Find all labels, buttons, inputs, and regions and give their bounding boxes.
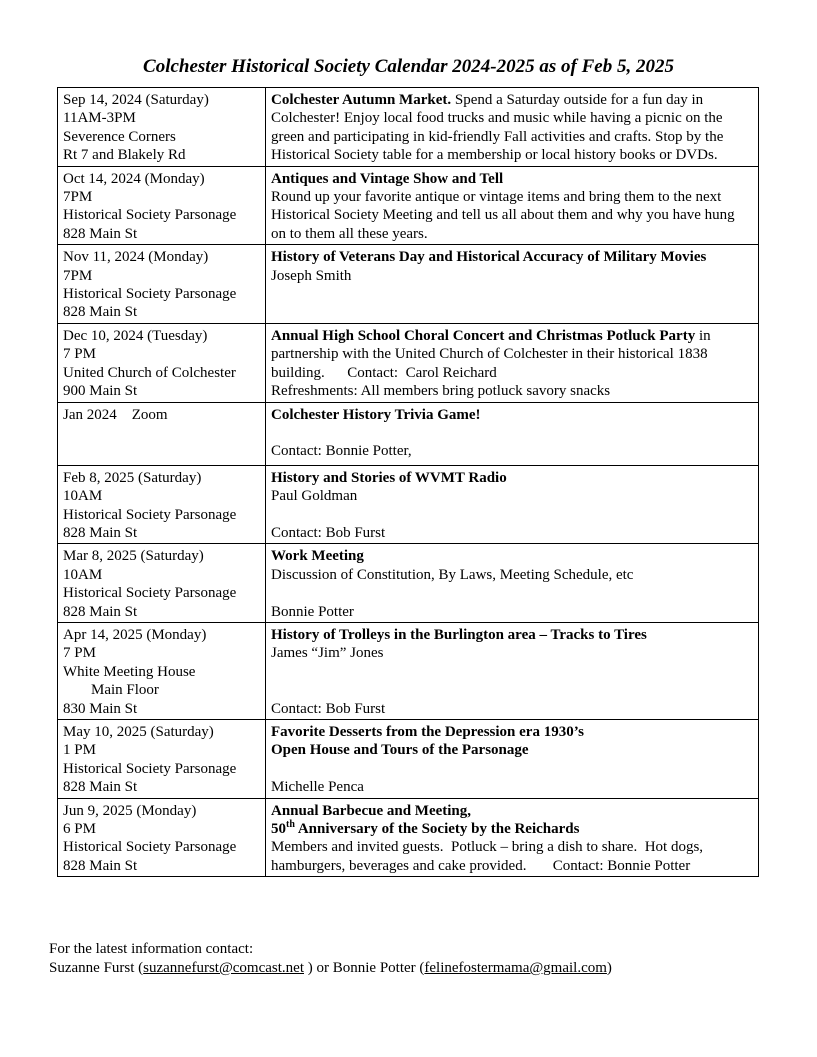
event-when-where <box>58 719 266 798</box>
event-when-where <box>58 245 266 324</box>
event-time: 7PM <box>63 267 93 284</box>
anniversary-text: Anniversary of the Society by the Reichards <box>294 821 580 838</box>
event-when-where <box>58 622 266 719</box>
event-address: 828 Main St <box>63 857 138 874</box>
event-details <box>266 88 759 167</box>
event-body: Spend a Saturday outside for a fun day in Colchester! Enjoy local food trucks and music while having a picnic on the green and participating in kid-friendly Fall activities and crafts. Stop by the Historical Society table for a membership or local history books or DVDs. <box>271 92 724 164</box>
event-headline: History of Veterans Day and Historical Accuracy of Military Movies <box>271 249 707 266</box>
spacer <box>271 663 753 681</box>
spacer <box>271 760 753 778</box>
event-body: in partnership with the United Church of Colchester in their historical 1838 building. Contact: Carol Reichard <box>271 327 715 381</box>
event-headline: Colchester Autumn Market. <box>271 92 452 108</box>
event-when-where <box>58 544 266 623</box>
event-venue: Severence Corners <box>63 128 176 145</box>
event-headline-secondary: Open House and Tours of the Parsonage <box>271 742 529 759</box>
spacer <box>271 681 753 699</box>
table-row <box>58 622 759 719</box>
event-details <box>266 245 759 324</box>
event-body: Round up your favorite antique or vintage items and bring them to the next Historical Society Meeting and tell us all about them and why you have hung on to them all these years. <box>271 189 735 242</box>
event-venue: Historical Society Parsonage <box>63 760 237 777</box>
event-time: 7 PM <box>63 346 96 363</box>
event-contact: Bonnie Potter <box>271 603 354 620</box>
event-headline: History and Stories of WVMT Radio <box>271 469 507 486</box>
event-when-where <box>58 166 266 245</box>
page-title: Colchester Historical Society Calendar 2024-2025 as of Feb 5, 2025 <box>143 56 674 77</box>
email-link-suzanne[interactable]: suzannefurst@comcast.net <box>143 960 304 976</box>
event-date: Dec 10, 2024 (Tuesday) <box>63 327 208 344</box>
event-headline: Annual Barbecue and Meeting, <box>271 802 472 819</box>
calendar-table <box>57 87 759 877</box>
event-venue: United Church of Colchester <box>63 364 236 381</box>
event-time: 7 PM <box>63 645 96 662</box>
event-headline: History of Trolleys in the Burlington area – Tracks to Tires <box>271 626 647 643</box>
event-venue-detail: Main Floor <box>91 682 159 699</box>
event-headline: Antiques and Vintage Show and Tell <box>271 170 504 187</box>
event-headline-secondary <box>271 820 753 838</box>
event-details <box>266 719 759 798</box>
event-time: 6 PM <box>63 821 96 838</box>
event-when-where <box>58 465 266 544</box>
ordinal-suffix: th <box>286 819 295 831</box>
table-row <box>58 798 759 877</box>
event-details <box>266 166 759 245</box>
event-details <box>266 544 759 623</box>
event-date: Feb 8, 2025 (Saturday) <box>63 469 202 486</box>
event-date: Oct 14, 2024 (Monday) <box>63 170 205 187</box>
event-time: 10AM <box>63 566 103 583</box>
table-row <box>58 544 759 623</box>
event-time: 10AM <box>63 488 103 505</box>
table-row <box>58 465 759 544</box>
event-address: 828 Main St <box>63 524 138 541</box>
event-address: 900 Main St <box>63 383 138 400</box>
footer-between: ) or Bonnie Potter ( <box>304 960 425 976</box>
event-speaker: Paul Goldman <box>271 488 358 505</box>
event-time: 11AM-3PM <box>63 110 136 127</box>
email-link-bonnie[interactable]: felinefostermama@gmail.com <box>424 960 607 976</box>
event-when-where <box>58 323 266 402</box>
event-venue: Historical Society Parsonage <box>63 286 237 303</box>
event-date: Sep 14, 2024 (Saturday) <box>63 92 209 108</box>
event-details <box>266 402 759 465</box>
event-venue: White Meeting House <box>63 663 196 680</box>
event-address: 830 Main St <box>63 700 138 717</box>
event-date: Nov 11, 2024 (Monday) <box>63 249 209 266</box>
event-body: Discussion of Constitution, By Laws, Meeting Schedule, etc <box>271 566 634 583</box>
event-contact: Contact: Bob Furst <box>271 700 386 717</box>
event-details <box>266 622 759 719</box>
event-contact: Michelle Penca <box>271 779 364 796</box>
event-when-where <box>58 402 266 465</box>
event-headline: Annual High School Choral Concert and Christmas Potluck Party <box>271 327 696 344</box>
event-date: Mar 8, 2025 (Saturday) <box>63 548 204 565</box>
table-row <box>58 402 759 465</box>
spacer <box>271 424 753 442</box>
table-row <box>58 88 759 167</box>
event-headline: Work Meeting <box>271 548 364 565</box>
event-time: 7PM <box>63 189 93 206</box>
event-when-where <box>58 798 266 877</box>
event-date: Jun 9, 2025 (Monday) <box>63 802 197 819</box>
event-address: 828 Main St <box>63 304 138 321</box>
event-address: 828 Main St <box>63 603 138 620</box>
event-when-where <box>58 88 266 167</box>
event-contact: Contact: Bonnie Potter, <box>271 443 412 460</box>
table-row <box>58 166 759 245</box>
footer-end: ) <box>606 960 612 976</box>
event-note: Refreshments: All members bring potluck savory snacks <box>271 383 611 400</box>
event-details <box>266 465 759 544</box>
event-date: May 10, 2025 (Saturday) <box>63 723 214 740</box>
event-address: 828 Main St <box>63 779 138 796</box>
event-venue: Historical Society Parsonage <box>63 506 237 523</box>
event-details <box>266 323 759 402</box>
event-address: Rt 7 and Blakely Rd <box>63 147 186 164</box>
event-details <box>266 798 759 877</box>
event-venue: Historical Society Parsonage <box>63 207 237 224</box>
anniversary-number: 50 <box>271 821 286 838</box>
event-address: 828 Main St <box>63 225 138 242</box>
table-row <box>58 245 759 324</box>
footer-contact <box>49 940 612 978</box>
event-venue: Historical Society Parsonage <box>63 585 237 602</box>
footer-name-1: Suzanne Furst ( <box>49 960 144 976</box>
event-venue: Historical Society Parsonage <box>63 839 237 856</box>
event-speaker: James “Jim” Jones <box>271 645 384 662</box>
table-row <box>58 719 759 798</box>
event-headline: Colchester History Trivia Game! <box>271 406 481 423</box>
spacer <box>271 506 753 524</box>
event-time: 1 PM <box>63 742 96 759</box>
event-contact: Contact: Bob Furst <box>271 524 386 541</box>
event-date: Jan 2024 Zoom <box>63 406 168 423</box>
event-headline: Favorite Desserts from the Depression era 1930’s <box>271 723 584 740</box>
event-speaker: Joseph Smith <box>271 267 352 284</box>
event-body: Members and invited guests. Potluck – bring a dish to share. Hot dogs, hamburgers, beverages and cake provided. Contact: Bonnie Potter <box>271 839 707 874</box>
spacer <box>271 584 753 602</box>
footer-intro: For the latest information contact: <box>49 941 254 957</box>
table-row <box>58 323 759 402</box>
event-date: Apr 14, 2025 (Monday) <box>63 626 207 643</box>
